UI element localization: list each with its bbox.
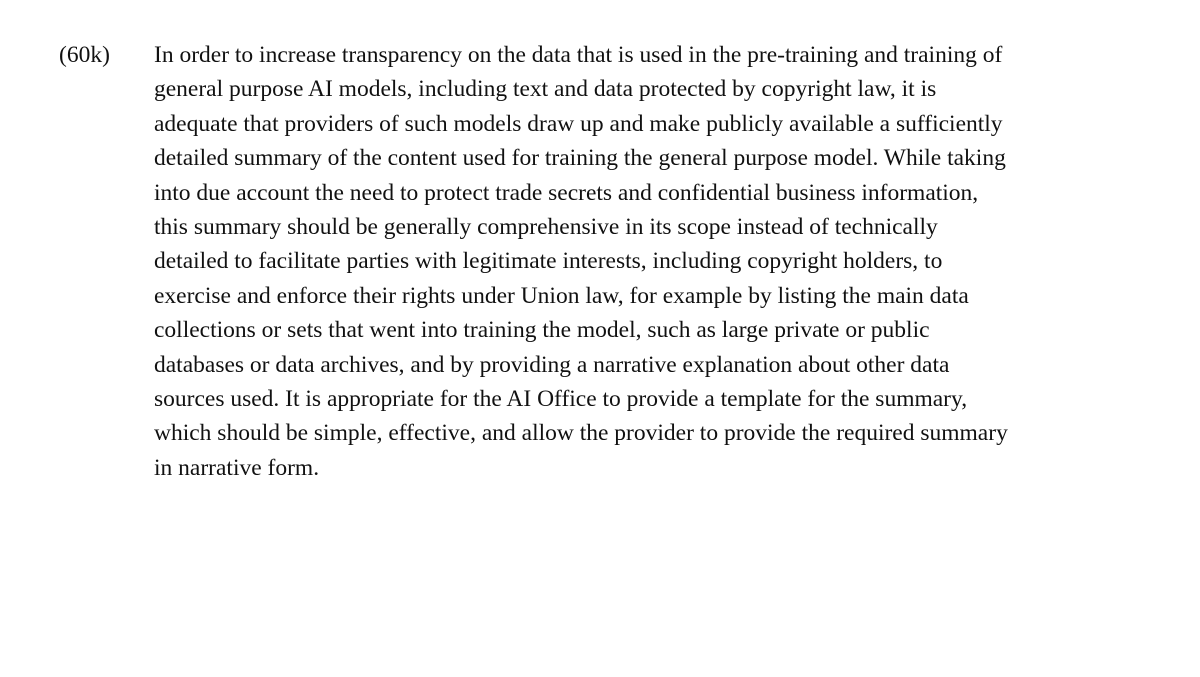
- recital-line: into due account the need to protect trade secrets and confidential business information,: [154, 179, 979, 206]
- recital-line: sources used. It is appropriate for the AI Office to provide a template for the summary,: [154, 386, 968, 413]
- recital-line: In order to increase transparency on the data that is used in the pre-training and training of: [154, 42, 1003, 68]
- recital-line: detailed summary of the content used for training the general purpose model. While taking: [154, 145, 1006, 172]
- recital-body: [154, 38, 1184, 485]
- recital-line: databases or data archives, and by providing a narrative explanation about other data: [154, 351, 950, 378]
- recital-line: collections or sets that went into training the model, such as large private or public: [154, 317, 930, 344]
- recital-line: general purpose AI models, including text and data protected by copyright law, it is: [154, 76, 937, 103]
- recital-line: this summary should be generally comprehensive in its scope instead of technically: [154, 214, 938, 241]
- recital-line: adequate that providers of such models draw up and make publicly available a sufficiently: [154, 110, 1003, 137]
- recital-line: exercise and enforce their rights under Union law, for example by listing the main data: [154, 282, 969, 309]
- recital-line: which should be simple, effective, and allow the provider to provide the required summary: [154, 420, 1008, 447]
- recital-number: (60k): [59, 42, 110, 68]
- recital-line: detailed to facilitate parties with legitimate interests, including copyright holders, to: [154, 248, 943, 275]
- recital-line: in narrative form.: [154, 454, 320, 481]
